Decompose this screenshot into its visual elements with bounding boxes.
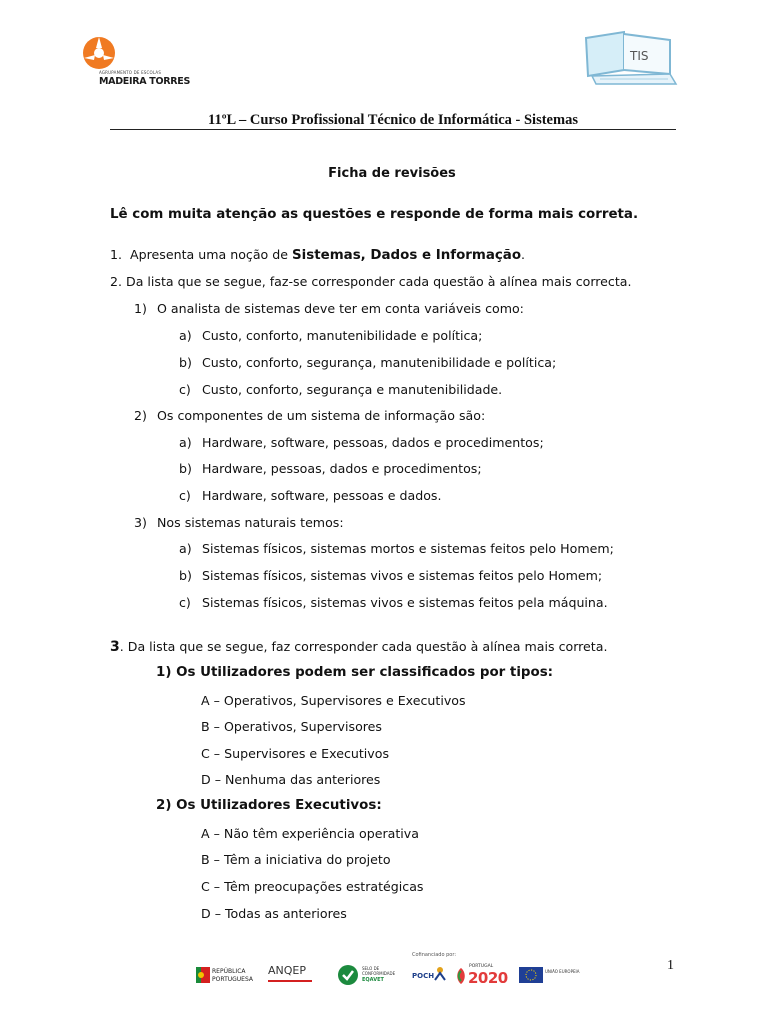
q2-item-3-option-c-letter: c) [179,595,191,610]
portugal-label: PORTUGAL [469,964,494,969]
q2-item-1-option-c: Custo, conforto, segurança e manutenibilidade. [202,382,503,397]
q3-item-1-title: 1) Os Utilizadores podem ser classificados por tipos: [156,665,554,680]
school-emblem-icon [82,36,122,72]
question-2-text: 2. Da lista que se segue, faz-se corresponder cada questão à alínea mais correcta. [110,274,632,289]
republica-line-2: PORTUGUESA [212,976,253,983]
tis-logo-text: TIS [630,49,649,63]
eqavet-seal-logo [337,964,397,988]
q3-item-2-option-d: D – Todas as anteriores [201,906,347,921]
q2-item-1-option-b: Custo, conforto, segurança, manutenibilidade e política; [202,355,557,370]
document-header-title: 11ºL – Curso Profissional Técnico de Informática - Sistemas [208,112,578,128]
portugal-2020-swirl-icon [455,967,467,985]
anqep-logo [268,962,318,986]
q2-item-1-text: O analista de sistemas deve ter em conta variáveis como: [157,301,524,316]
header-divider [110,129,676,130]
anqep-text: ANQEP [268,964,306,977]
q2-item-2-number: 2) [134,408,147,423]
tis-logo [580,30,682,86]
sheet-instruction: Lê com muita atenção as questões e responde de forma mais correta. [110,207,639,222]
uniao-europeia-logo [519,967,580,987]
portugal-year: 2020 [468,969,508,987]
q2-item-1-number: 1) [134,301,147,316]
q2-item-3-option-b: Sistemas físicos, sistemas vivos e sistemas feitos pelo Homem; [202,568,603,583]
question-1-number: 1. [110,247,123,262]
q2-item-3-option-b-letter: b) [179,568,192,583]
q2-item-3-text: Nos sistemas naturais temos: [157,515,344,530]
poch-figure-icon [432,966,448,982]
q2-item-3-number: 3) [134,515,147,530]
page-number: 1 [667,958,674,973]
ue-label: UNIÃO EUROPEIA [545,969,580,974]
sheet-title: Ficha de revisões [328,166,456,181]
q2-item-3-option-c: Sistemas físicos, sistemas vivos e sistemas feitos pela máquina. [202,595,608,610]
q2-item-2-text: Os componentes de um sistema de informação são: [157,408,486,423]
q3-item-2-option-c: C – Têm preocupações estratégicas [201,879,424,894]
q3-item-2-title: 2) Os Utilizadores Executivos: [156,798,382,813]
q2-item-2-option-c: Hardware, software, pessoas e dados. [202,488,442,503]
question-3-text: . Da lista que se segue, faz corresponder cada questão à alínea mais correta. [119,639,608,654]
question-3-number: 3 [110,639,120,655]
republica-line-1: REPÚBLICA [212,968,246,975]
eqavet-check-icon [337,964,359,986]
selo-line-2: CONFORMIDADE [362,971,396,976]
question-1-end: . [521,247,526,262]
q2-item-3-option-a-letter: a) [179,541,192,556]
q2-item-1-option-c-letter: c) [179,382,191,397]
q3-item-1-option-b: B – Operativos, Supervisores [201,719,382,734]
school-label-small: AGRUPAMENTO DE ESCOLAS [99,70,162,75]
portugal-2020-logo [455,964,513,988]
anqep-underline [268,980,312,982]
question-1-text: Apresenta uma noção de [130,247,293,262]
question-1 [110,247,525,264]
q2-item-2-option-a: Hardware, software, pessoas, dados e procedimentos; [202,435,544,450]
question-1-bold: Sistemas, Dados e Informação [292,248,522,263]
q2-item-2-option-b-letter: b) [179,461,192,476]
cofinanced-label: Cofinanciado por: [412,952,457,958]
q2-item-1-option-b-letter: b) [179,355,192,370]
q3-item-1-option-c: C – Supervisores e Executivos [201,746,390,761]
eu-flag-icon [519,967,543,983]
question-3 [110,639,607,655]
q2-item-2-option-a-letter: a) [179,435,192,450]
q2-item-2-option-c-letter: c) [179,488,191,503]
q3-item-1-option-d: D – Nenhuma das anteriores [201,772,381,787]
q2-item-1-option-a: Custo, conforto, manutenibilidade e política; [202,328,483,343]
republica-flag-icon [196,967,210,983]
q2-item-3-option-a: Sistemas físicos, sistemas mortos e sistemas feitos pelo Homem; [202,541,614,556]
q3-item-2-option-b: B – Têm a iniciativa do projeto [201,852,391,867]
q2-item-2-option-b: Hardware, pessoas, dados e procedimentos; [202,461,482,476]
q3-item-1-option-a: A – Operativos, Supervisores e Executivos [201,693,466,708]
republica-portuguesa-logo [196,966,256,986]
poch-text: POCH [412,972,435,980]
poch-logo [412,966,448,986]
q2-item-1-option-a-letter: a) [179,328,192,343]
selo-line-3: EQAVET [362,977,384,983]
selo-line-1: SELO DE [362,966,380,971]
school-name: MADEIRA TORRES [99,76,191,87]
q3-item-2-option-a: A – Não têm experiência operativa [201,826,419,841]
